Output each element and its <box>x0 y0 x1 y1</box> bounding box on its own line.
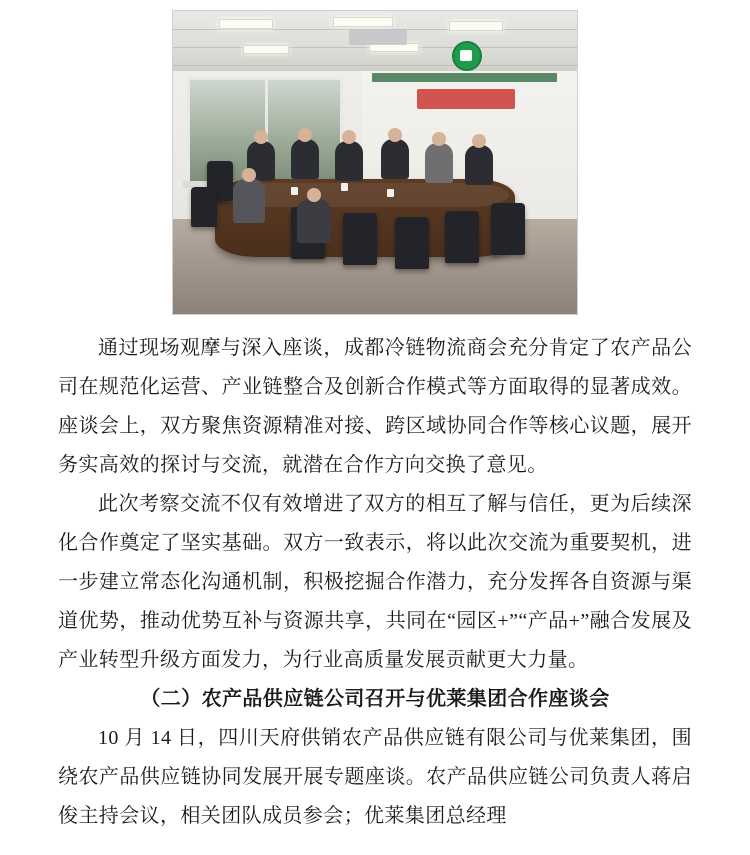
ceiling-light <box>243 45 289 54</box>
company-logo-icon <box>452 41 482 71</box>
banner-welcome-text <box>417 89 515 109</box>
paragraph-exchange: 此次考察交流不仅有效增进了双方的相互了解与信任，更为后续深化合作奠定了坚实基础。双方一致表示，将以此次交流为重要契机，进一步建立常态化沟通机制，积极挖掘合作潜力，充分发挥各自资源与渠道优势，推动优势互补与资源共享，共同在“园区+”“产品+”融合发展及产业转型升级方面发力，为行业高质量发展贡献更大力量。 <box>58 493 692 671</box>
cup <box>291 187 298 195</box>
attendee <box>233 179 265 223</box>
banner-company-text <box>372 73 557 82</box>
wall-logo-left <box>349 29 407 45</box>
attendee <box>291 139 319 179</box>
cup <box>387 189 394 197</box>
paragraph-youlai: 10 月 14 日，四川天府供销农产品供应链有限公司与优莱集团，围绕农产品供应链协同发展开展专题座谈。农产品供应链公司负责人蒋启俊主持会议，相关团队成员参会；优莱集团总经理 <box>58 727 692 827</box>
chair <box>343 213 377 265</box>
ceiling-light <box>219 19 273 29</box>
attendee <box>465 145 493 185</box>
ceiling-light <box>449 21 503 31</box>
paragraph-observation: 通过现场观摩与深入座谈，成都冷链物流商会充分肯定了农产品公司在规范化运营、产业链整合及创新合作模式等方面取得的显著成效。座谈会上，双方聚焦资源精准对接、跨区域协同合作等核心议题，展开务实高效的探讨与交流，就潜在合作方向交换了意见。 <box>58 337 692 476</box>
cup <box>341 183 348 191</box>
ceiling-line <box>173 65 577 66</box>
attendee <box>425 143 453 183</box>
photo-container <box>58 10 692 315</box>
chair <box>491 203 525 255</box>
meeting-photo <box>172 10 578 315</box>
chair <box>445 211 479 263</box>
attendee <box>381 139 409 179</box>
chair <box>191 187 217 227</box>
chair <box>395 217 429 269</box>
ceiling-light <box>333 17 393 27</box>
attendee <box>297 199 331 243</box>
section-heading: （二）农产品供应链公司召开与优莱集团合作座谈会 <box>140 688 610 710</box>
attendee <box>335 141 363 181</box>
